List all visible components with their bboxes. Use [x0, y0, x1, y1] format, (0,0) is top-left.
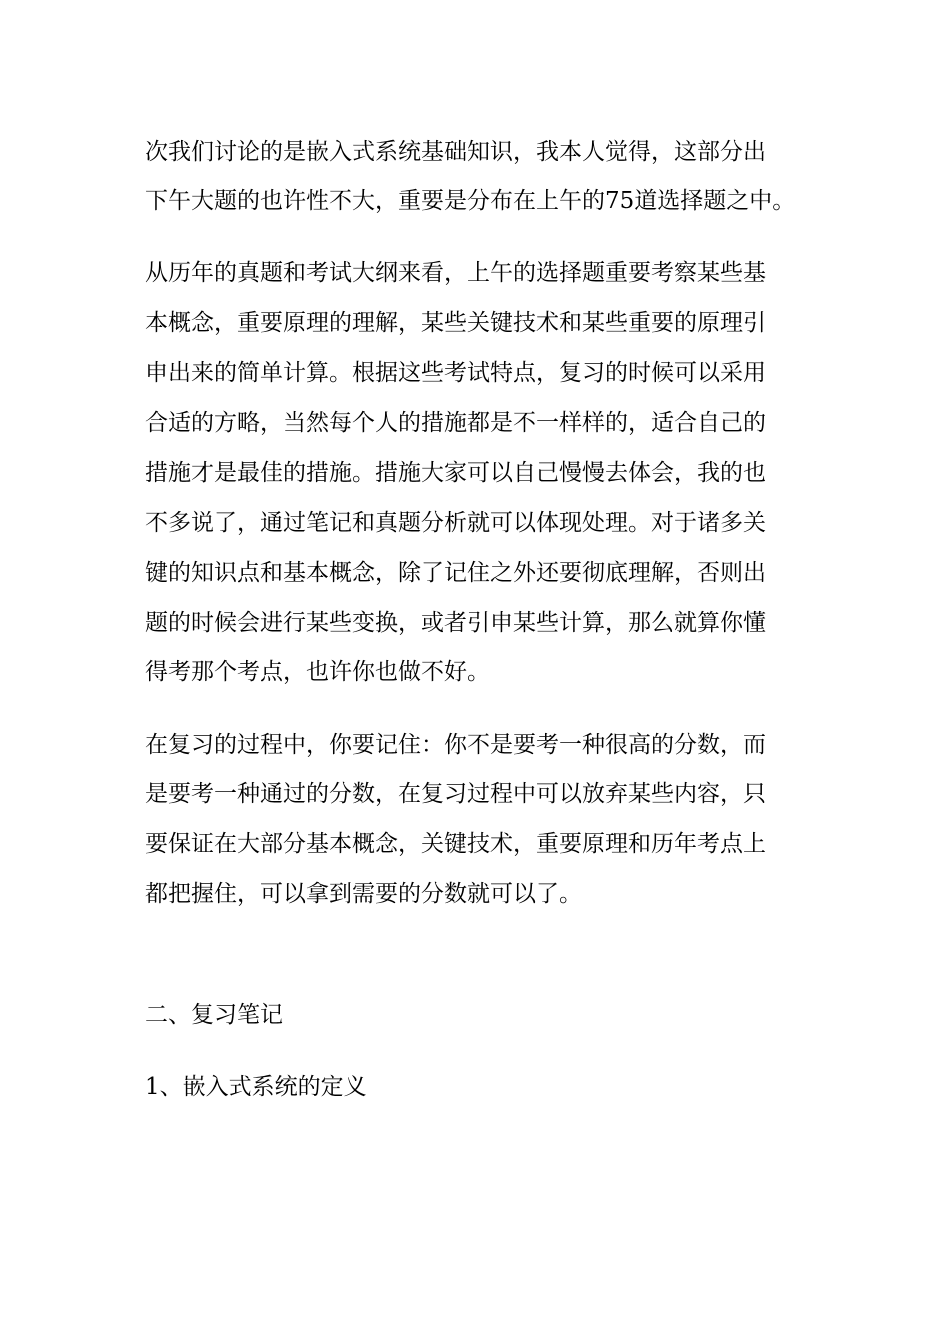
paragraph-2-line-9: 得考那个考点，也许你也做不好。	[145, 659, 490, 685]
paragraph-2-line-7: 键的知识点和基本概念，除了记住之外还要彻底理解，否则出	[145, 560, 766, 586]
subsection-heading: 1、嵌入式系统的定义	[145, 1074, 367, 1100]
paragraph-2-line-2: 本概念，重要原理的理解，某些关键技术和某些重要的原理引	[145, 310, 766, 336]
paragraph-2-line-8: 题的时候会进行某些变换，或者引申某些计算，那么就算你懂	[145, 610, 766, 636]
paragraph-1-line-2: 下午大题的也许性不大，重要是分布在上午的75道选择题之中。	[145, 188, 796, 214]
section-heading: 二、复习笔记	[145, 1002, 283, 1028]
paragraph-2-line-4: 合适的方略，当然每个人的措施都是不一样样的，适合自己的	[145, 410, 766, 436]
paragraph-2-line-1: 从历年的真题和考试大纲来看，上午的选择题重要考察某些基	[145, 260, 766, 286]
paragraph-3-line-2: 是要考一种通过的分数，在复习过程中可以放弃某些内容，只	[145, 781, 766, 807]
paragraph-2-line-5: 措施才是最佳的措施。措施大家可以自己慢慢去体会，我的也	[145, 460, 766, 486]
paragraph-2-line-6: 不多说了，通过笔记和真题分析就可以体现处理。对于诸多关	[145, 510, 766, 536]
paragraph-3-line-4: 都把握住，可以拿到需要的分数就可以了。	[145, 881, 582, 907]
paragraph-3-line-1: 在复习的过程中，你要记住：你不是要考一种很高的分数，而	[145, 732, 766, 758]
paragraph-2-line-3: 申出来的简单计算。根据这些考试特点，复习的时候可以采用	[145, 360, 766, 386]
paragraph-1-line-1: 次我们讨论的是嵌入式系统基础知识，我本人觉得，这部分出	[145, 139, 766, 165]
paragraph-3-line-3: 要保证在大部分基本概念，关键技术，重要原理和历年考点上	[145, 831, 766, 857]
